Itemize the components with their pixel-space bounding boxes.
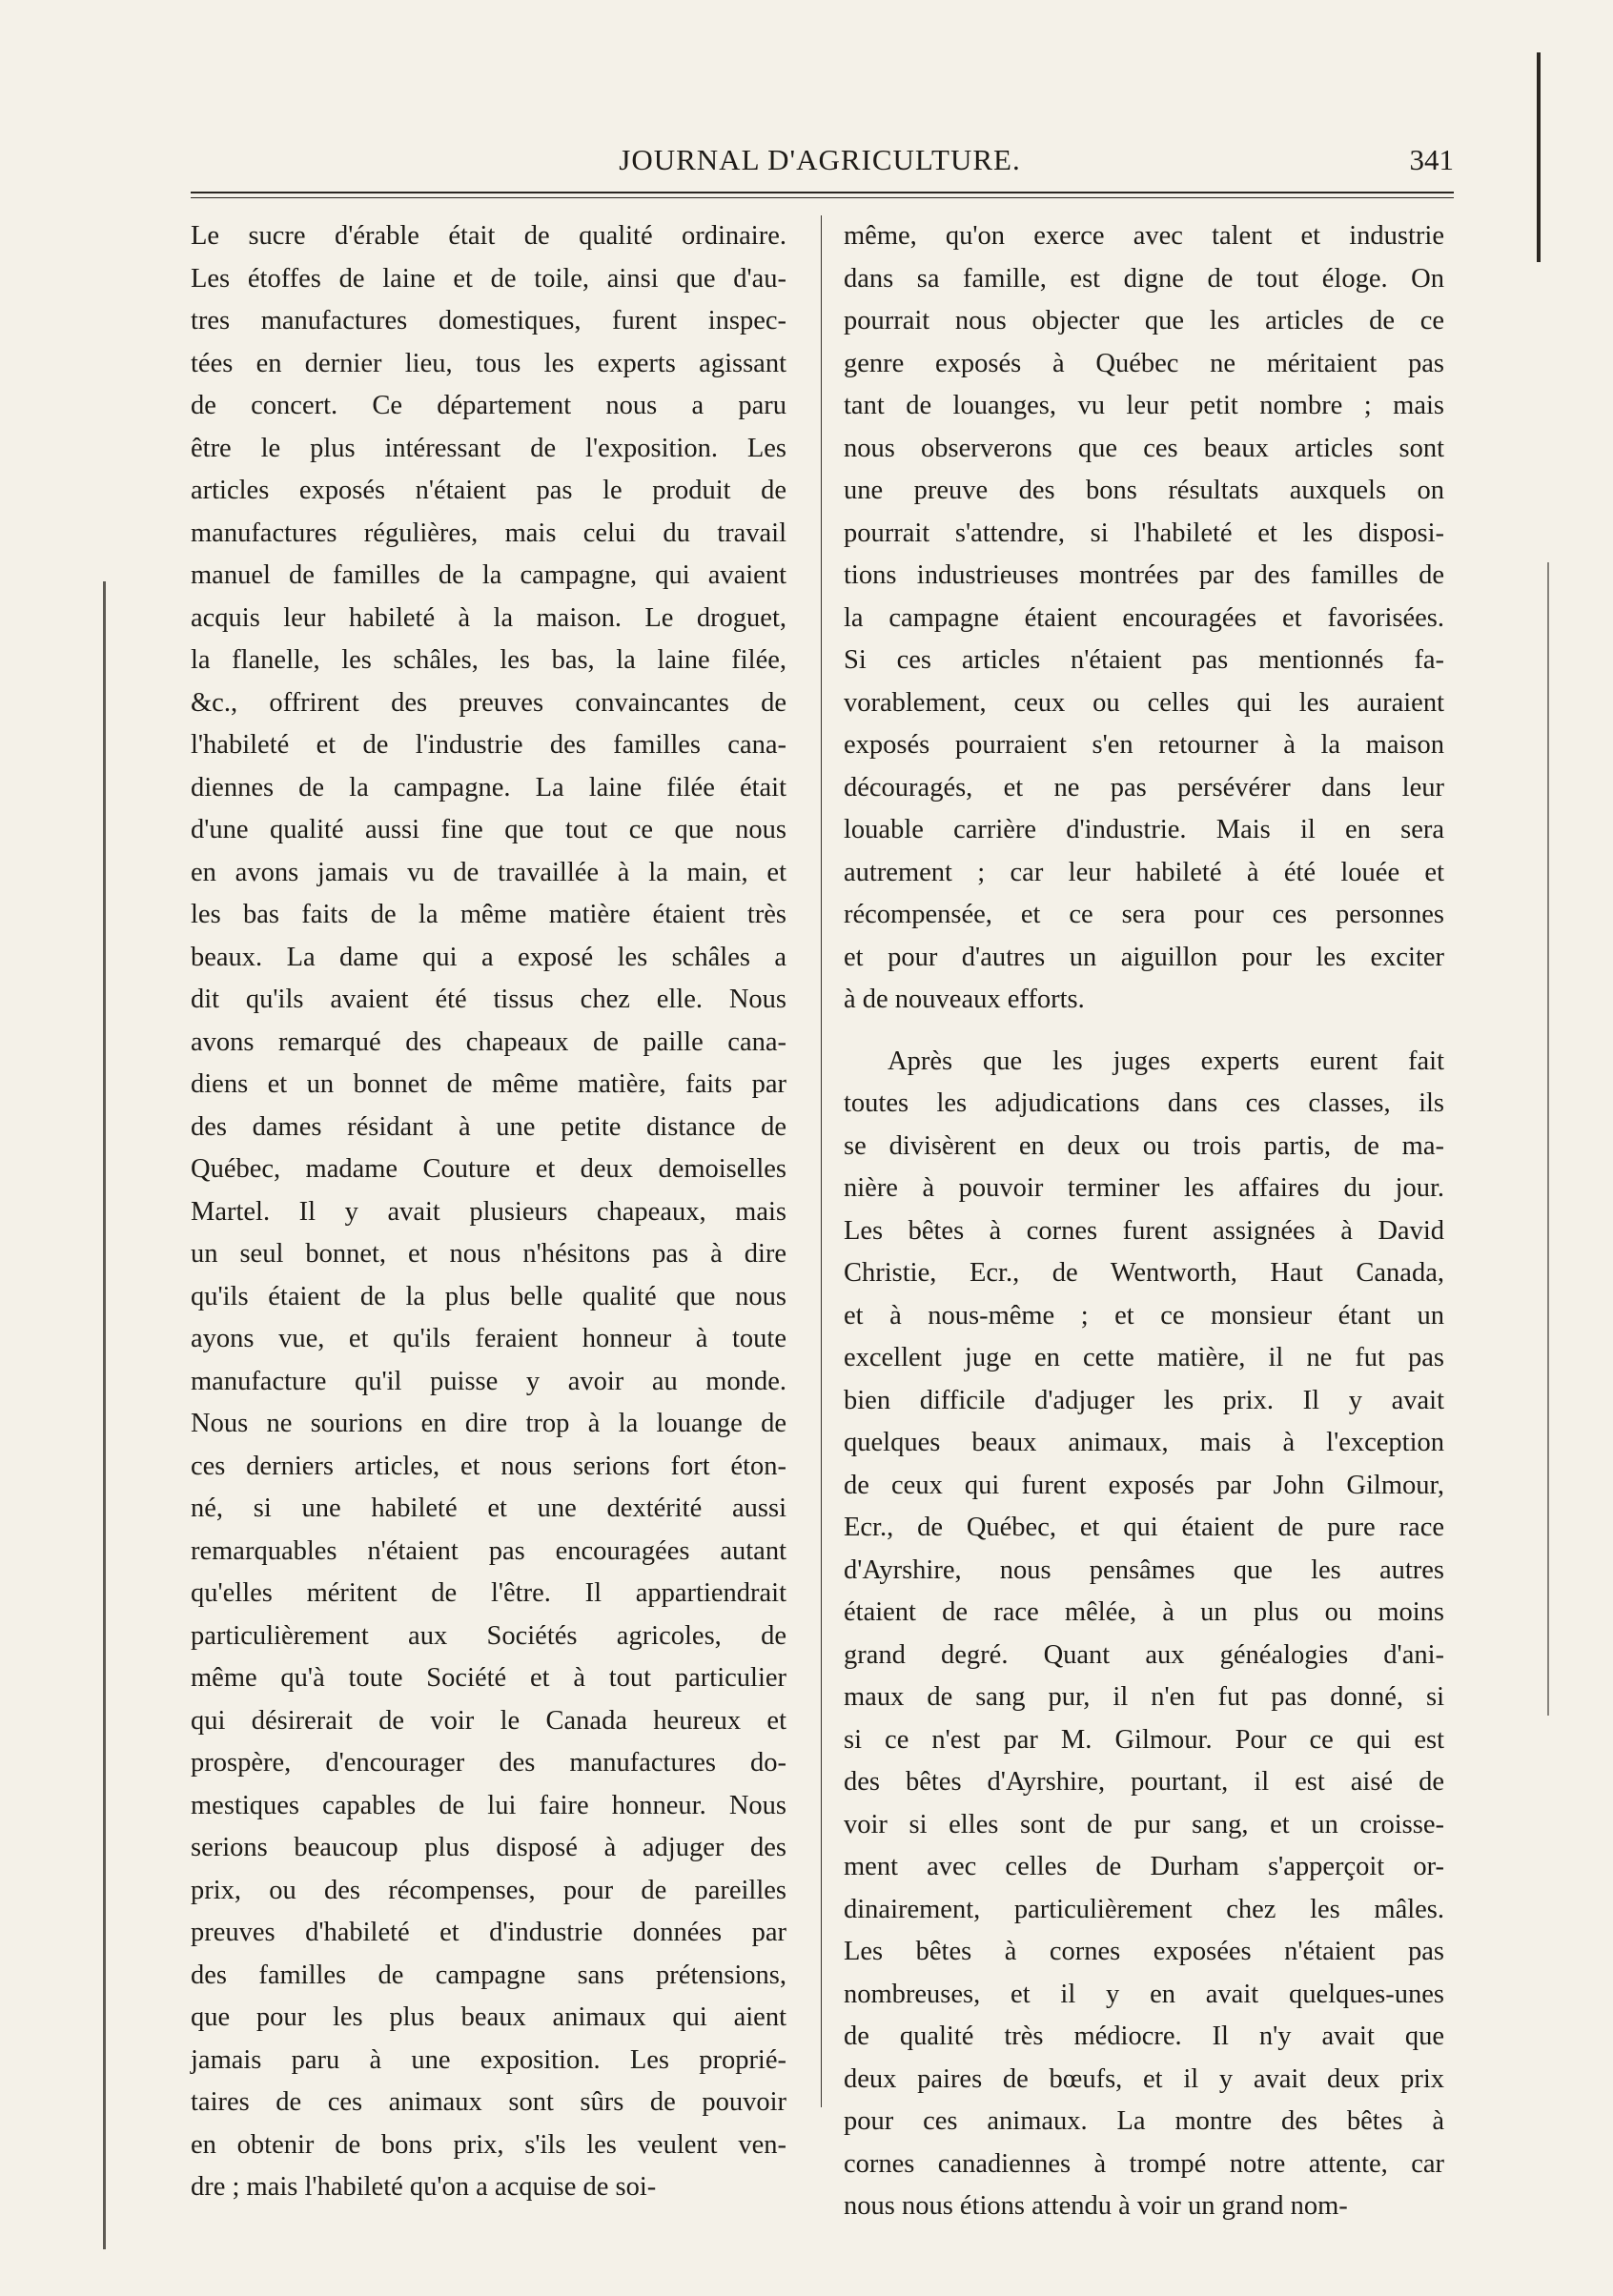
text-line: nous observerons que ces beaux articles sont xyxy=(844,433,1444,463)
text-line: une preuve des bons résultats auxquels on xyxy=(844,476,1444,505)
text-line: cornes canadiennes à trompé notre attente, car xyxy=(844,2148,1444,2179)
text-line: pourrait nous objecter que les articles de ce xyxy=(844,306,1444,335)
text-line: nière à pouvoir terminer les affaires du jour. xyxy=(844,1173,1444,1203)
margin-ink-mark xyxy=(1537,52,1541,262)
header-rule-thin xyxy=(191,197,1454,198)
text-line: tées en dernier lieu, tous les experts agissant xyxy=(191,348,786,378)
text-line: grand degré. Quant aux généalogies d'ani- xyxy=(844,1639,1444,1670)
text-line: deux paires de bœufs, et il y avait deux prix xyxy=(844,2063,1444,2094)
running-header xyxy=(186,143,1454,189)
text-line: Ecr., de Québec, et qui étaient de pure race xyxy=(844,1513,1444,1542)
text-line: Christie, Ecr., de Wentworth, Haut Canada, xyxy=(844,1258,1444,1288)
text-line: d'Ayrshire, nous pensâmes que les autres xyxy=(844,1554,1444,1585)
text-line: manuel de familles de la campagne, qui avaient xyxy=(191,560,786,590)
text-line: Les bêtes à cornes exposées n'étaient pas xyxy=(844,1937,1444,1966)
margin-ink-mark xyxy=(1547,562,1549,1716)
text-line: et pour d'autres un aiguillon pour les exciter xyxy=(844,942,1444,972)
text-line: pourrait s'attendre, si l'habileté et les disposi- xyxy=(844,518,1444,548)
text-line: Après que les juges experts eurent fait xyxy=(888,1046,1444,1076)
text-line: récompensée, et ce sera pour ces personnes xyxy=(844,900,1444,929)
text-line: dit qu'ils avaient été tissus chez elle. Nous xyxy=(191,985,786,1014)
text-line: avons remarqué des chapeaux de paille cana- xyxy=(191,1026,786,1057)
text-line: même qu'à toute Société et à tout particulier xyxy=(191,1663,786,1693)
text-line: de qualité très médiocre. Il n'y avait que xyxy=(844,2022,1444,2051)
text-line: en obtenir de bons prix, s'ils les veulent ven- xyxy=(191,2129,786,2160)
text-line: dans sa famille, est digne de tout éloge. On xyxy=(844,263,1444,294)
text-line: ayons vue, et qu'ils feraient honneur à toute xyxy=(191,1324,786,1353)
text-line: en avons jamais vu de travaillée à la main, et xyxy=(191,857,786,887)
text-line: louable carrière d'industrie. Mais il en sera xyxy=(844,815,1444,844)
page-number: 341 xyxy=(1409,143,1454,176)
text-line: de concert. Ce département nous a paru xyxy=(191,391,786,420)
right-column xyxy=(844,215,1444,2228)
text-line: particulièrement aux Sociétés agricoles, de xyxy=(191,1620,786,1651)
text-line: bien difficile d'adjuger les prix. Il y avait xyxy=(844,1385,1444,1415)
text-line: prix, ou des récompenses, pour de pareilles xyxy=(191,1875,786,1905)
text-line: mestiques capables de lui faire honneur. Nous xyxy=(191,1790,786,1820)
text-line: la flanelle, les schâles, les bas, la laine filée, xyxy=(191,645,786,675)
text-line: tions industrieuses montrées par des familles de xyxy=(844,560,1444,590)
text-line: quelques beaux animaux, mais à l'exception xyxy=(844,1428,1444,1457)
text-line: manufacture qu'il puisse y avoir au monde. xyxy=(191,1366,786,1396)
text-line: Le sucre d'érable était de qualité ordinaire. xyxy=(191,221,786,251)
text-line: né, si une habileté et une dextérité aussi xyxy=(191,1493,786,1523)
text-line: Québec, madame Couture et deux demoiselles xyxy=(191,1154,786,1184)
text-line: même, qu'on exerce avec talent et industrie xyxy=(844,221,1444,251)
text-line: nombreuses, et il y en avait quelques-unes xyxy=(844,1979,1444,2009)
text-line: être le plus intéressant de l'exposition. Les xyxy=(191,433,786,463)
journal-title: JOURNAL D'AGRICULTURE. xyxy=(619,143,1021,176)
text-line: remarquables n'étaient pas encouragées autant xyxy=(191,1535,786,1566)
paragraph-right-1 xyxy=(844,215,1444,1022)
text-line: de ceux qui furent exposés par John Gilmour, xyxy=(844,1470,1444,1500)
text-line: et à nous-même ; et ce monsieur étant un xyxy=(844,1300,1444,1331)
text-line: qui désirerait de voir le Canada heureux et xyxy=(191,1705,786,1736)
text-line: preuves d'habileté et d'industrie données par xyxy=(191,1918,786,1947)
text-line: articles exposés n'étaient pas le produit de xyxy=(191,476,786,505)
text-line: prospère, d'encourager des manufactures do- xyxy=(191,1748,786,1778)
text-line: un seul bonnet, et nous n'hésitons pas à dire xyxy=(191,1239,786,1269)
text-line: dre ; mais l'habileté qu'on a acquise de soi- xyxy=(191,2172,657,2202)
column-divider xyxy=(821,215,822,2107)
text-line: ces derniers articles, et nous serions fort éton- xyxy=(191,1451,786,1481)
text-line: Les bêtes à cornes furent assignées à David xyxy=(844,1215,1444,1246)
text-line: ment avec celles de Durham s'apperçoit or- xyxy=(844,1852,1444,1881)
text-line: découragés, et ne pas persévérer dans leur xyxy=(844,772,1444,803)
text-line: serions beaucoup plus disposé à adjuger des xyxy=(191,1833,786,1862)
text-line: vorablement, ceux ou celles qui les auraient xyxy=(844,687,1444,718)
text-line: l'habileté et de l'industrie des familles cana- xyxy=(191,730,786,760)
text-line: des familles de campagne sans prétensions, xyxy=(191,1960,786,1990)
text-line: taires de ces animaux sont sûrs de pouvoir xyxy=(191,2087,786,2117)
text-line: si ce n'est par M. Gilmour. Pour ce qui est xyxy=(844,1724,1444,1755)
text-line: maux de sang pur, il n'en fut pas donné, si xyxy=(844,1682,1444,1712)
left-column xyxy=(191,215,786,2209)
margin-ink-mark xyxy=(103,581,106,2249)
text-line: Si ces articles n'étaient pas mentionnés fa- xyxy=(844,645,1444,675)
text-line: d'une qualité aussi fine que tout ce que nous xyxy=(191,815,786,844)
text-line: genre exposés à Québec ne méritaient pas xyxy=(844,348,1444,378)
text-line: se divisèrent en deux ou trois partis, de ma- xyxy=(844,1130,1444,1161)
text-line: jamais paru à une exposition. Les proprié- xyxy=(191,2044,786,2075)
text-line: Martel. Il y avait plusieurs chapeaux, mais xyxy=(191,1196,786,1227)
text-line: tres manufactures domestiques, furent inspec- xyxy=(191,306,786,335)
text-line: diens et un bonnet de même matière, faits par xyxy=(191,1069,786,1099)
text-line: Les étoffes de laine et de toile, ainsi que d'au- xyxy=(191,263,786,294)
text-line: qu'elles méritent de l'être. Il appartiendrait xyxy=(191,1578,786,1608)
text-line: autrement ; car leur habileté à été louée et xyxy=(844,857,1444,887)
text-line: diennes de la campagne. La laine filée était xyxy=(191,772,786,803)
text-line: voir si elles sont de pur sang, et un croisse- xyxy=(844,1809,1444,1839)
text-line: dinairement, particulièrement chez les mâles. xyxy=(844,1894,1444,1924)
paragraph-gap xyxy=(844,1022,1444,1041)
text-line: à de nouveaux efforts. xyxy=(844,985,1085,1014)
text-line: beaux. La dame qui a exposé les schâles a xyxy=(191,942,786,972)
text-line: la campagne étaient encouragées et favorisées. xyxy=(844,602,1444,633)
text-line: nous nous étions attendu à voir un grand nom- xyxy=(844,2191,1348,2221)
text-line: toutes les adjudications dans ces classes, ils xyxy=(844,1088,1444,1118)
text-line: manufactures régulières, mais celui du travail xyxy=(191,518,786,548)
text-line: tant de louanges, vu leur petit nombre ; mais xyxy=(844,391,1444,420)
text-line: les bas faits de la même matière étaient très xyxy=(191,900,786,929)
text-line: excellent juge en cette matière, il ne fut pas xyxy=(844,1343,1444,1372)
text-line: des dames résidant à une petite distance de xyxy=(191,1111,786,1142)
text-line: exposés pourraient s'en retourner à la maison xyxy=(844,730,1444,760)
text-line: que pour les plus beaux animaux qui aient xyxy=(191,2002,786,2032)
text-line: qu'ils étaient de la plus belle qualité que nous xyxy=(191,1281,786,1311)
text-line: Nous ne sourions en dire trop à la louange de xyxy=(191,1409,786,1438)
text-line: &c., offrirent des preuves convaincantes de xyxy=(191,687,786,718)
text-line: pour ces animaux. La montre des bêtes à xyxy=(844,2106,1444,2136)
paragraph-right-2 xyxy=(844,1041,1444,2228)
text-line: étaient de race mêlée, à un plus ou moins xyxy=(844,1597,1444,1627)
text-line: acquis leur habileté à la maison. Le droguet, xyxy=(191,602,786,633)
text-line: des bêtes d'Ayrshire, pourtant, il est aisé de xyxy=(844,1767,1444,1797)
header-rule xyxy=(191,192,1454,193)
